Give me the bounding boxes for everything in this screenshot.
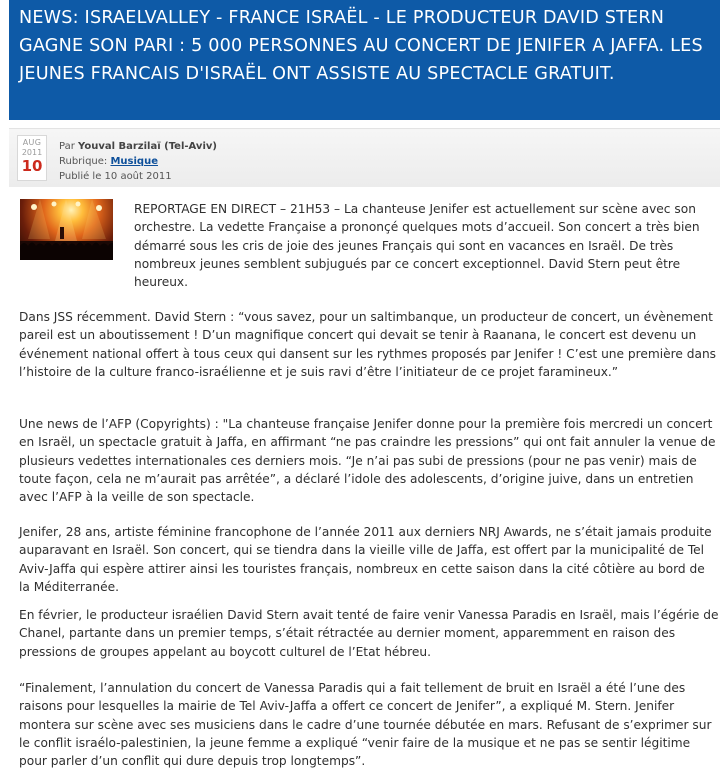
byline [59,139,217,154]
article-paragraph: En février, le producteur israélien David Stern avait tenté de faire venir Vanessa Paradis en Israël, mais l’égérie de Chanel, partante dans un premier temps, s’était rétractée au dernier moment, apparemment en raison des pressions de groupes appelant au boycott culturel de l’Etat hébreu. [19,608,719,659]
category-prefix: Rubrique: [59,156,111,167]
article-paragraph: Jenifer, 28 ans, artiste féminine francophone de l’année 2011 aux derniers NRJ Awards, ne s’était jamais produite auparavant en Israël. Son concert, qui se tiendra dans la vieille ville de Jaffa, est offert par la municipalité de Tel Aviv-Jaffa qui espère attirer ainsi les touristes français, nombreux en cette saison dans la cité côtière au bord de la Méditerranée. [19,525,712,594]
article-meta [9,128,720,187]
date-year: 2011 [21,148,43,157]
concert-photo [20,199,113,260]
article-paragraph: Une news de l’AFP (Copyrights) : "La chanteuse française Jenifer donne pour la première fois mercredi un concert en Israël, un spectacle gratuit à Jaffa, en affirmant “ne pas craindre les pressions” qui ont fait annuler la venue de plusieurs vedettes internationales ces derniers mois. “Je n’ai pas subi de pressions (pour ne pas venir) mais de toute façon, cela ne m’aurait pas arrêtée”, a déclaré l’idole des adolescents, d’origine juive, dans un entretien avec l’AFP à la veille de son spectacle. [19,417,716,505]
article-paragraph: Dans JSS récemment. David Stern : “vous savez, pour un saltimbanque, un producteur de concert, un évènement pareil est un aboutissement ! D’un magnifique concert qui devait se tenir à Raanana, le concert est devenu un événement national offert à tous ceux qui dansent sur les rythmes proposés par Jenifer ! C’est une première dans l’histoire de la culture franco-israélienne et je suis ravi d’être l’initiateur de ce projet faramineux.” [19,310,717,379]
article-title: NEWS: ISRAELVALLEY - FRANCE ISRAËL - LE PRODUCTEUR DAVID STERN GAGNE SON PARI : 5 000 PERSONNES AU CONCERT DE JENIFER A JAFFA. LES JEUNES FRANCAIS D'ISRAËL ONT ASSISTE AU SPECTACLE GRATUIT. [19,8,703,84]
article-paragraph: “Finalement, l’annulation du concert de Vanessa Paradis qui a fait tellement de bruit en Israël a été l’une des raisons pour lesquelles la mairie de Tel Aviv-Jaffa a offert ce concert de Jenifer”, a expliqué M. Stern. Jenifer montera sur scène avec ses musiciens dans le cadre d’une tournée débutée en mars. Refusant de s’exprimer sur le conflit israélo-palestinien, la jeune femme a expliqué “venir faire de la musique et ne pas se sentir légitime pour parler d’un conflit qui dure depuis trop longtemps”. [19,681,712,769]
author-name: Youval Barzilaï (Tel-Aviv) [78,141,217,152]
byline-prefix: Par [59,141,78,152]
article-header [9,0,720,120]
date-day: 10 [21,157,43,175]
date-month: AUG [22,138,42,147]
date-badge [17,135,47,181]
concert-photo-graphic [20,199,113,260]
publish-date: Publié le 10 août 2011 [59,171,172,182]
category-line [59,154,217,169]
meta-lines [59,139,217,184]
article-paragraph: REPORTAGE EN DIRECT – 21H53 – La chanteuse Jenifer est actuellement sur scène avec son orchestre. La vedette Française a prononçé quelques mots d’accueil. Son concert a très bien démarré sous les cris de joie des jeunes Français qui sont en vacances en Israël. De très nombreux jeunes semblent subjugués par ce concert exceptionnel. David Stern peut être heureux. [134,202,700,290]
category-link[interactable]: Musique [110,156,158,167]
